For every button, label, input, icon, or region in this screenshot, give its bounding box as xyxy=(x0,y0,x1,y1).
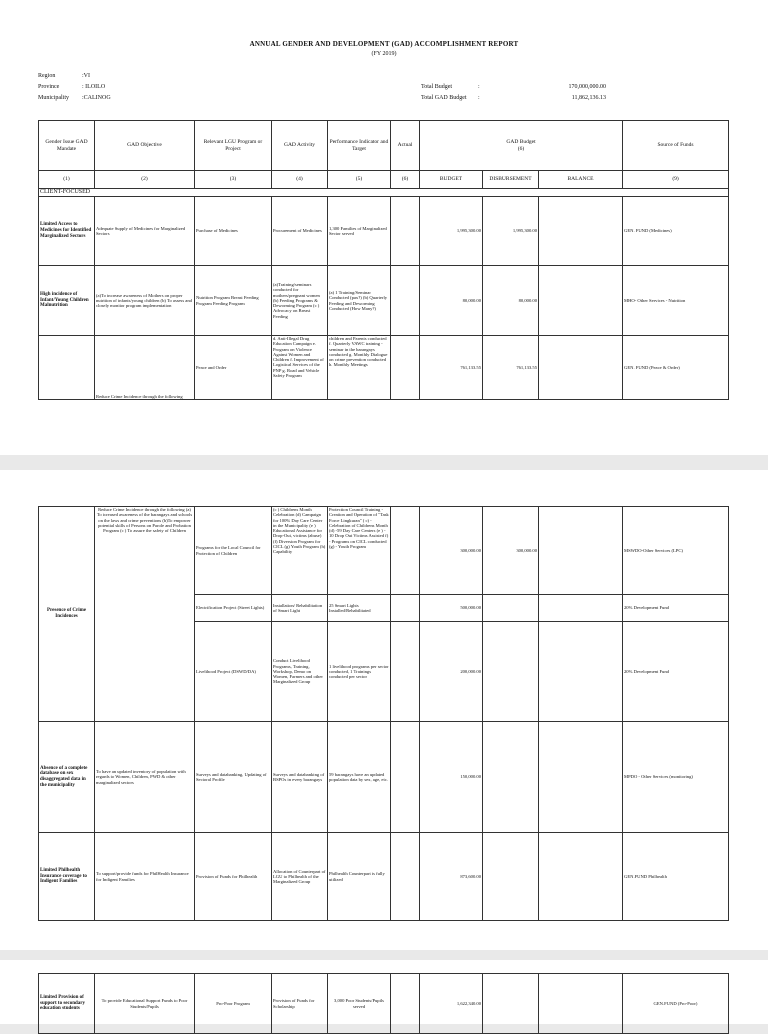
total-budget-value: 170,000,000.00 xyxy=(568,84,606,90)
col-header-program: Relevant LGU Program or Project xyxy=(195,121,272,171)
performance-indicator: Philhealth Counterpart is fully utilized xyxy=(328,833,391,921)
actual-cell xyxy=(391,336,420,400)
actual-cell xyxy=(391,833,420,921)
gad-table-page-1 xyxy=(38,120,729,400)
actual-cell xyxy=(391,622,420,722)
lgu-program: Purchase of Medicines xyxy=(195,197,272,266)
balance-cell xyxy=(539,266,623,336)
gad-objective: To have an updated inventory of population with regards to Women, Children, PWD & other marginalized sectors xyxy=(95,722,195,833)
performance-indicator: (a) 1 Training/Seminar Conducted (pax?) (b) Quarterly Feeding and Deworming Conducted (How Many?) xyxy=(328,266,391,336)
report-page-1 xyxy=(0,0,768,455)
gad-activity: (c ) Childrens Month Celebration (d) Campaign for 100% Day Care Center in the Municipality (e ) Educational Assistance for Drop-Out, victims (abuse) (f) Diversion Program for CICL (g) Youth Program (h) Capability xyxy=(272,507,328,595)
total-gad-budget-value: 11,862,136.13 xyxy=(571,95,606,101)
balance-cell xyxy=(539,722,623,833)
disbursement-cell: 1,995,300.00 xyxy=(483,197,539,266)
balance-cell xyxy=(539,197,623,266)
gender-issue: Absence of a complete database on sex disaggregated data in the municipality xyxy=(39,722,95,833)
col-header-actual: Actual xyxy=(391,121,420,171)
gender-issue: Limited Philhealth Insurance coverage to Indigent Families xyxy=(39,833,95,921)
lgu-program: Surveys and databanking, Updating of Sectoral Profile xyxy=(195,722,272,833)
col-num-1: (1) xyxy=(39,171,95,189)
source-of-funds: GEN. FUND (Medicines) xyxy=(623,197,729,266)
gad-objective: (a)To increase awareness of Mothers on proper nutrition of infants/young children (b) To assess and closely monitor program implementation xyxy=(95,266,195,336)
table-row xyxy=(39,266,729,336)
municipality-label: Municipality xyxy=(38,95,69,101)
table-row xyxy=(39,833,729,921)
col-num-6: (6) xyxy=(391,171,420,189)
budget-cell: 500,000.00 xyxy=(420,595,483,622)
gender-issue: Limited Access to Medicines for Identified Marginalized Sectors xyxy=(39,197,95,266)
lgu-program: Livelihood Project (DSWD/DA) xyxy=(195,622,272,722)
budget-cell: 80,000.00 xyxy=(420,266,483,336)
total-budget-label: Total Budget xyxy=(421,84,453,90)
lgu-program: Pro-Poor Program xyxy=(195,974,272,1034)
source-of-funds: GEN. FUND (Peace & Order) xyxy=(623,336,729,400)
total-gad-budget-colon: : xyxy=(478,95,480,101)
col-num-3: (3) xyxy=(195,171,272,189)
col-header-gad-budget xyxy=(420,121,623,171)
gad-activity: Installation/ Rehabilitation of Smart Light xyxy=(272,595,328,622)
gad-activity: Procurement of Medicines xyxy=(272,197,328,266)
source-of-funds: 20% Development Fund xyxy=(623,622,729,722)
actual-cell xyxy=(391,722,420,833)
gad-activity: Surveys and databanking of BSPOs in every barangays xyxy=(272,722,328,833)
section-client-focused: CLIENT-FOCUSED xyxy=(39,189,729,197)
disbursement-cell: 761,133.55 xyxy=(483,336,539,400)
source-of-funds: GEN.FUND Philhealth xyxy=(623,833,729,921)
source-of-funds: MPDO - Other Services (monitoring) xyxy=(623,722,729,833)
gad-objective: To provide Educational Support Funds to Poor Students/Pupils xyxy=(95,974,195,1034)
lgu-program: Programs for the Local Council for Protection of Children xyxy=(195,507,272,595)
lgu-program: Provision of Funds for Philhealth xyxy=(195,833,272,921)
lgu-program: Nutrition Program Breast Feeding Program Feeding Program xyxy=(195,266,272,336)
total-budget-colon: : xyxy=(478,84,480,90)
disbursement-cell xyxy=(483,833,539,921)
col-disbursement: DISBURSEMENT xyxy=(483,171,539,189)
report-title: ANNUAL GENDER AND DEVELOPMENT (GAD) ACCOMPLISHMENT REPORT xyxy=(249,40,519,48)
lgu-program: Peace and Order xyxy=(195,336,272,400)
balance-cell xyxy=(539,507,623,595)
performance-indicator: Protection Council Training - Creation and Operation of "Task Force Lingkuran" ( c) - Celebration of Childrens Month (d) -59 Day Care Centers (e ) - 10 Drop Out Victims Assisted f) - Programs on CICL conducted (g) - Youth Program xyxy=(328,507,391,595)
disbursement-cell: 300,000.00 xyxy=(483,507,539,595)
gad-objective: Reduce Crime Incidence through the following xyxy=(95,336,195,400)
col-balance: BALANCE xyxy=(539,171,623,189)
region-value: :VI xyxy=(82,73,90,79)
table-row xyxy=(39,507,729,595)
disbursement-cell: 80,000.00 xyxy=(483,266,539,336)
performance-indicator: 59 barangays have an updated population data by sex, age, etc. xyxy=(328,722,391,833)
table-row xyxy=(39,197,729,266)
report-page-2 xyxy=(0,470,768,950)
report-page-3 xyxy=(0,960,768,1024)
table-row xyxy=(39,722,729,833)
gad-table-page-2 xyxy=(38,506,729,921)
gad-activity: d. Anti-Illegal Drug Education Campaign e. Program on Violence Against Women and Children f. Improvement of Logistical Services of the PNP g. Road and Vehicle Safety Program xyxy=(272,336,328,400)
actual-cell xyxy=(391,974,420,1034)
performance-indicator: children and Parents conducted f. Quarterly VAWC training - seminar in the barangays conducted g. Monthly Dialogue on crime prevention conducted h. Monthly Meetings xyxy=(328,336,391,400)
col-num-2: (2) xyxy=(95,171,195,189)
col-num-9: (9) xyxy=(623,171,729,189)
source-of-funds: 20% Development Fund xyxy=(623,595,729,622)
disbursement-cell xyxy=(483,595,539,622)
col-header-activity: GAD Activity xyxy=(272,121,328,171)
disbursement-cell xyxy=(483,722,539,833)
gad-budget-number: (6) xyxy=(517,145,525,152)
disbursement-cell xyxy=(483,974,539,1034)
budget-cell: 873,600.00 xyxy=(420,833,483,921)
lgu-program: Electrification Project (Street Lights) xyxy=(195,595,272,622)
fiscal-year: (FY 2019) xyxy=(371,51,397,57)
balance-cell xyxy=(539,336,623,400)
actual-cell xyxy=(391,266,420,336)
gender-issue: Presence of Crime Incidences xyxy=(39,507,95,722)
region-label: Region xyxy=(38,73,56,79)
budget-cell: 200,000.00 xyxy=(420,622,483,722)
gad-activity: Conduct Livelihood Programs, Training, Workshop, Demo on Women, Farmers and other Marginalized Group xyxy=(272,622,328,722)
performance-indicator: 25 Smart Lights Installed/Rehabilitated xyxy=(328,595,391,622)
total-gad-budget-label: Total GAD Budget xyxy=(421,95,467,101)
performance-indicator: 3,000 Poor Students/Pupils served xyxy=(328,974,391,1034)
gad-table-page-3 xyxy=(38,973,729,1034)
budget-cell: 300,000.00 xyxy=(420,507,483,595)
col-header-indicator: Performance Indicator and Target xyxy=(328,121,391,171)
col-header-issue: Gender Issue GAD Mandate xyxy=(39,121,95,171)
budget-cell: 761,133.55 xyxy=(420,336,483,400)
gad-objective: Adequate Supply of Medicines for Marginalized Sectors xyxy=(95,197,195,266)
budget-cell: 1,995,300.00 xyxy=(420,197,483,266)
source-of-funds: GEN.FUND (Pro-Poor) xyxy=(623,974,729,1034)
disbursement-cell xyxy=(483,622,539,722)
source-of-funds: MHO- Other Services - Nutrition xyxy=(623,266,729,336)
col-num-4: (4) xyxy=(272,171,328,189)
actual-cell xyxy=(391,595,420,622)
performance-indicator: 1,300 Families of Marginalized Sector served xyxy=(328,197,391,266)
gad-budget-label: GAD Budget xyxy=(506,139,536,146)
col-budget: BUDGET xyxy=(420,171,483,189)
gad-objective: To support/provide funds for PhilHealth Insurance for Indigent Families xyxy=(95,833,195,921)
gender-issue: High incidence of Infant/Young Children Malnutrition xyxy=(39,266,95,336)
gad-activity: Allocation of Counterpart of LGU to Philhealth of the Marginalized Group xyxy=(272,833,328,921)
balance-cell xyxy=(539,833,623,921)
balance-cell xyxy=(539,974,623,1034)
province-label: Province xyxy=(38,84,60,90)
col-num-5: (5) xyxy=(328,171,391,189)
gad-objective: Reduce Crime Incidence through the following (a) To icreased awareness of the barangays and schools on the laws and crime preventions (b)To empower potential skills of Persons on Parole and Probation Program (c ) To assure the safety of Children xyxy=(95,507,195,722)
table-row xyxy=(39,974,729,1034)
balance-cell xyxy=(539,622,623,722)
gender-issue: Limited Provision of support to secondary education students xyxy=(39,974,95,1034)
balance-cell xyxy=(539,595,623,622)
performance-indicator: 1 livelihood programs per sector conducted, 1 Trainings conducted per sector xyxy=(328,622,391,722)
gender-issue xyxy=(39,336,95,400)
actual-cell xyxy=(391,197,420,266)
col-header-source: Source of Funds xyxy=(623,121,729,171)
budget-cell: 1,622,340.00 xyxy=(420,974,483,1034)
actual-cell xyxy=(391,507,420,595)
municipality-value: :CALINOG xyxy=(82,95,111,101)
col-header-objective: GAD Objective xyxy=(95,121,195,171)
province-value: : ILOILO xyxy=(82,84,106,90)
gad-activity: (a)Training/seminars conducted for mothers/pregnant women (b) Feeding Programs & Deworming Program (c ) Advocacy on Breast Feeding xyxy=(272,266,328,336)
source-of-funds: MSWDO-Other Services (LPC) xyxy=(623,507,729,595)
gad-activity: Provision of Funds for Scholarship xyxy=(272,974,328,1034)
table-row xyxy=(39,336,729,400)
budget-cell: 150,000.00 xyxy=(420,722,483,833)
